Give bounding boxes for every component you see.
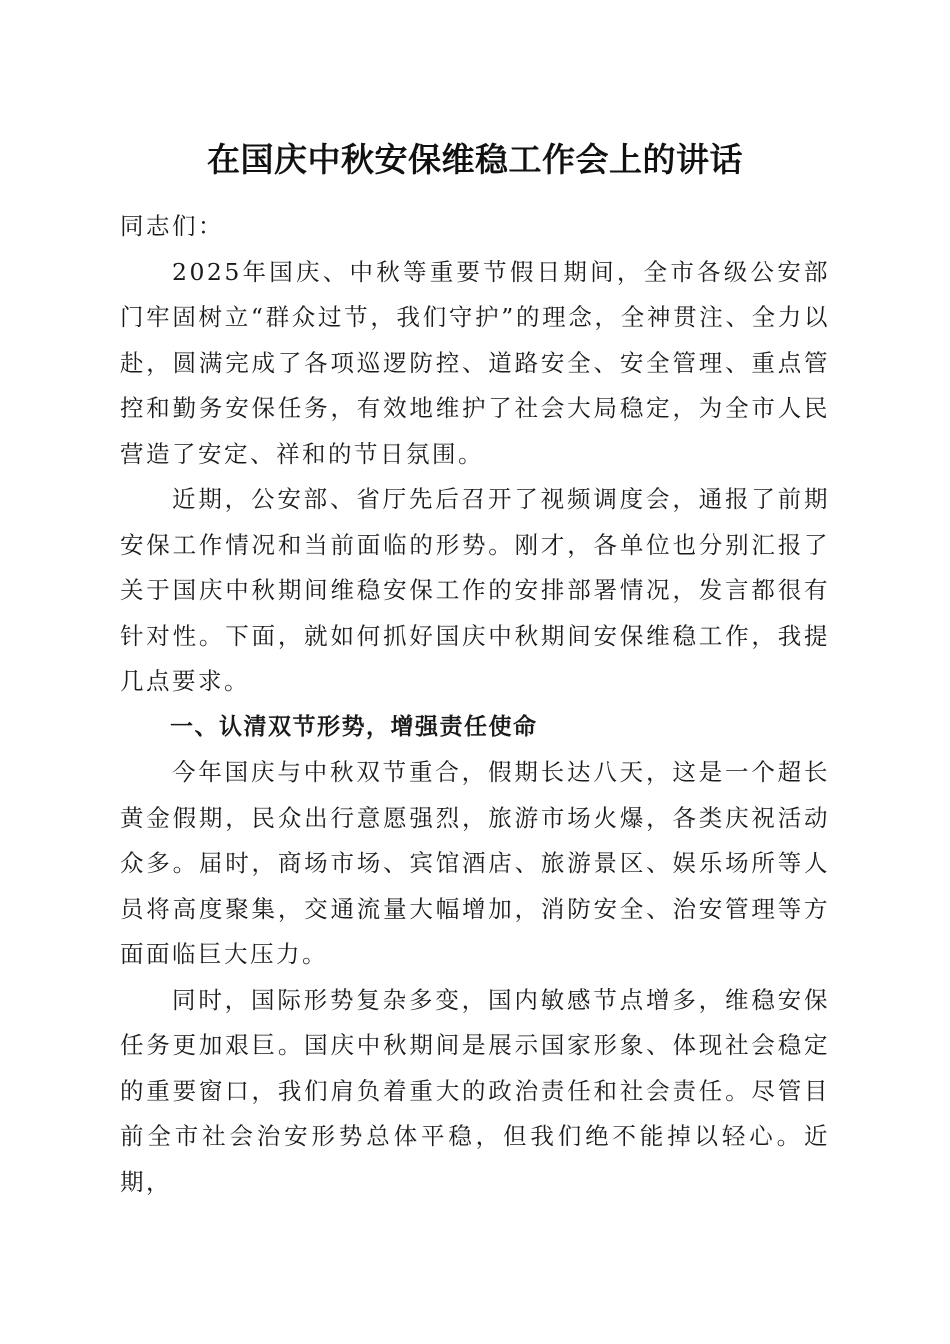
document-body: [120, 204, 830, 1205]
section-heading-1: 一、认清双节形势，增强责任使命: [170, 713, 538, 740]
paragraph-intro: 2025年国庆、中秋等重要节假日期间，全市各级公安部门牢固树立“群众过节，我们守护”的理念，全神贯注、全力以赴，圆满完成了各项巡逻防控、道路安全、安全管理、重点管控和勤务安保任务，有效地维护了社会大局稳定，为全市人民营造了安定、祥和的节日氛围。: [120, 257, 830, 468]
paragraph-meeting: 近期，公安部、省厅先后召开了视频调度会，通报了前期安保工作情况和当前面临的形势。刚才，各单位也分别汇报了关于国庆中秋期间维稳安保工作的安排部署情况，发言都很有针对性。下面，就如何抓好国庆中秋期间安保维稳工作，我提几点要求。: [120, 485, 830, 695]
paragraph-responsibility: 同时，国际形势复杂多变，国内敏感节点增多，维稳安保任务更加艰巨。国庆中秋期间是展示国家形象、体现社会稳定的重要窗口，我们肩负着重大的政治责任和社会责任。尽管目前全市社会治安形势总体平稳，但我们绝不能掉以轻心。近期，: [120, 985, 830, 1196]
document-title: 在国庆中秋安保维稳工作会上的讲话: [207, 140, 743, 179]
paragraph-situation: 今年国庆与中秋双节重合，假期长达八天，这是一个超长黄金假期，民众出行意愿强烈，旅游市场火爆，各类庆祝活动众多。届时，商场市场、宾馆酒店、旅游景区、娱乐场所等人员将高度聚集，交通流量大幅增加，消防安全、治安管理等方面面临巨大压力。: [120, 758, 830, 968]
salutation: 同志们：: [120, 212, 224, 240]
